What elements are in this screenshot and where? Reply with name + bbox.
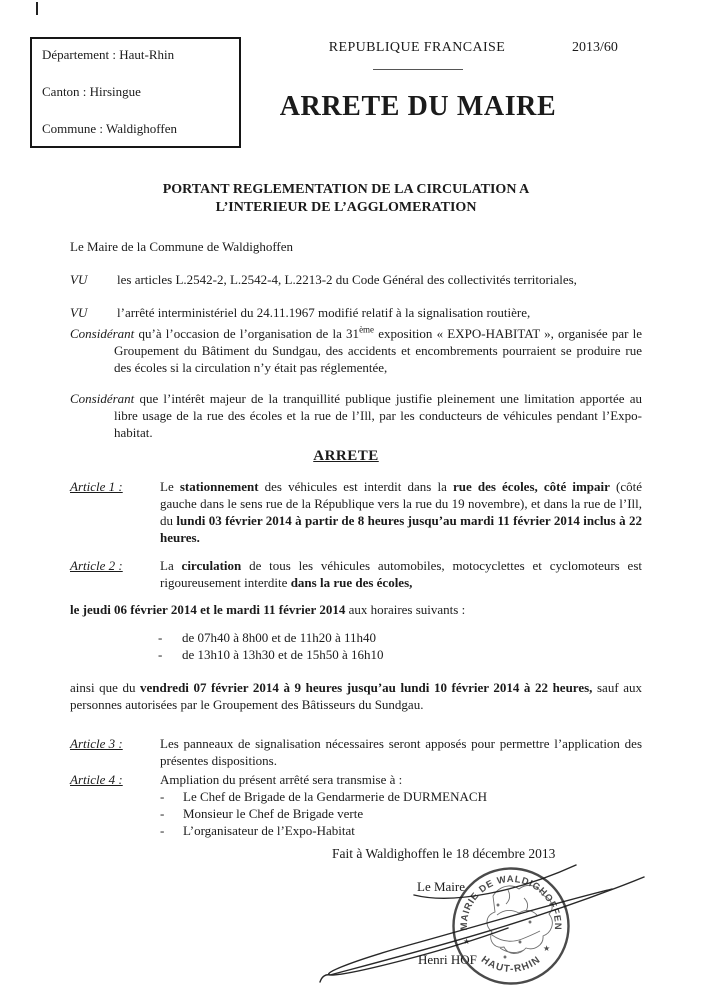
article-label: Article 4 : — [70, 772, 123, 787]
vu-label: VU — [70, 272, 88, 287]
article-3 — [70, 735, 642, 769]
stamp-star-left: ★ — [463, 937, 471, 946]
article-body: Les panneaux de signalisation nécessaires seront apposés pour permettre l’application des présentes dispositions. — [160, 736, 642, 768]
signature-stroke — [329, 889, 612, 975]
bullet-text: Le Chef de Brigade de la Gendarmerie de DURMENACH — [183, 789, 487, 804]
bullet-dash: - — [158, 630, 163, 645]
article-label: Article 1 : — [70, 479, 123, 494]
signatory-title: Le Maire — [417, 879, 466, 894]
bullet-dash: - — [160, 789, 165, 804]
bullet-dash: - — [160, 823, 165, 838]
considerant-paragraph: Considérant que l’intérêt majeur de la tranquillité publique justifie pleinement une limitation apportée au libre usage de la rue des écoles et la rue de l’Ill, par les conducteurs de véhicules pendant l’Expo-habitat. — [70, 391, 642, 440]
schedule-intro: le jeudi 06 février 2014 et le mardi 11 février 2014 aux horaires suivants : — [70, 602, 466, 617]
schedule-time-item — [158, 629, 642, 646]
stamp-star-right: ★ — [543, 944, 551, 953]
vu-item — [70, 271, 642, 288]
signatory-name: Henri HOF — [418, 952, 477, 967]
commune-info-box — [30, 37, 241, 148]
article-body: La circulation de tous les véhicules automobiles, motocyclettes et cyclomoteurs est rigoureusement interdite dans la rue des écoles, — [160, 558, 643, 590]
bullet-dash: - — [158, 647, 163, 662]
info-box-line-commune: Commune : Waldighoffen — [42, 121, 177, 136]
document-subtitle — [60, 181, 632, 217]
scan-artifact — [36, 2, 38, 15]
article-label: Article 2 : — [70, 558, 123, 573]
considerant-paragraph: Considérant qu’à l’occasion de l’organisation de la 31ème exposition « EXPO-HABITAT », organisée par le Groupement du Bâtiment du Sundgau, des accidents et encombrements pourraient se produire rue des écoles si la circulation n’y était pas réglementée, — [70, 324, 642, 375]
stamp-bottom-text: HAUT-RHIN — [478, 954, 544, 975]
decision-heading — [60, 448, 632, 465]
info-box-line-departement: Département : Haut-Rhin — [42, 47, 175, 62]
article-4 — [70, 771, 642, 839]
bullet-text: de 13h10 à 13h30 et de 15h50 à 16h10 — [182, 647, 384, 662]
republic-heading: REPUBLIQUE FRANCAISE — [328, 40, 506, 55]
doc-number: 2013/60 — [572, 40, 618, 55]
article-body: Le stationnement des véhicules est interdit dans la rue des écoles, côté impair (côté gauche dans le sens rue de la République vers la rue du 19 novembre), et dans la rue de l’Ill, du lundi 03 février 2014 à partir de 8 heures jusqu’au mardi 11 février 2014 inclus à 22 heures. — [160, 479, 643, 545]
schedule-outro: ainsi que du vendredi 07 février 2014 à 9 heures jusqu’au lundi 10 février 2014 à 22 heures, sauf aux personnes autorisées par le Groupement des Bâtisseurs du Sundgau. — [70, 680, 642, 712]
signature — [300, 830, 703, 1000]
bullet-dash: - — [160, 806, 165, 821]
page-title: ARRETE DU MAIRE — [279, 91, 557, 122]
list-item — [160, 805, 642, 822]
article-body — [160, 771, 642, 839]
intro-line: Le Maire de la Commune de Waldighoffen — [70, 239, 294, 254]
bullet-text: de 07h40 à 8h00 et de 11h20 à 11h40 — [182, 630, 376, 645]
closing-place-date: Fait à Waldighoffen le 18 décembre 2013 — [332, 846, 556, 861]
bullet-text: Monsieur le Chef de Brigade verte — [183, 806, 364, 821]
article-2 — [70, 557, 642, 591]
info-box-line-canton: Canton : Hirsingue — [42, 84, 141, 99]
subtitle-line-1: PORTANT REGLEMENTATION DE LA CIRCULATION A — [162, 182, 530, 197]
vu-label: VU — [70, 305, 88, 320]
decision-heading-text: ARRETE — [313, 448, 379, 464]
schedule-times — [70, 629, 642, 663]
article-1 — [70, 478, 642, 546]
bullet-text: L’organisateur de l’Expo-Habitat — [183, 823, 355, 838]
article-body-intro: Ampliation du présent arrêté sera transmise à : — [160, 772, 403, 787]
article-label: Article 3 : — [70, 736, 123, 751]
vu-text: les articles L.2542-2, L.2542-4, L.2213-2 du Code Général des collectivités territoriales, — [117, 272, 577, 287]
signature-stroke — [414, 865, 576, 898]
schedule-time-item — [158, 646, 642, 663]
subtitle-line-2: L’INTERIEUR DE L’AGGLOMERATION — [215, 200, 477, 215]
stamp-top-text: MAIRIE DE WALDIGHOFFEN — [458, 873, 564, 931]
vu-text: l’arrêté interministériel du 24.11.1967 modifié relatif à la signalisation routière, — [117, 305, 531, 320]
header-rule — [373, 69, 463, 70]
vu-item — [70, 304, 642, 321]
list-item — [160, 788, 642, 805]
